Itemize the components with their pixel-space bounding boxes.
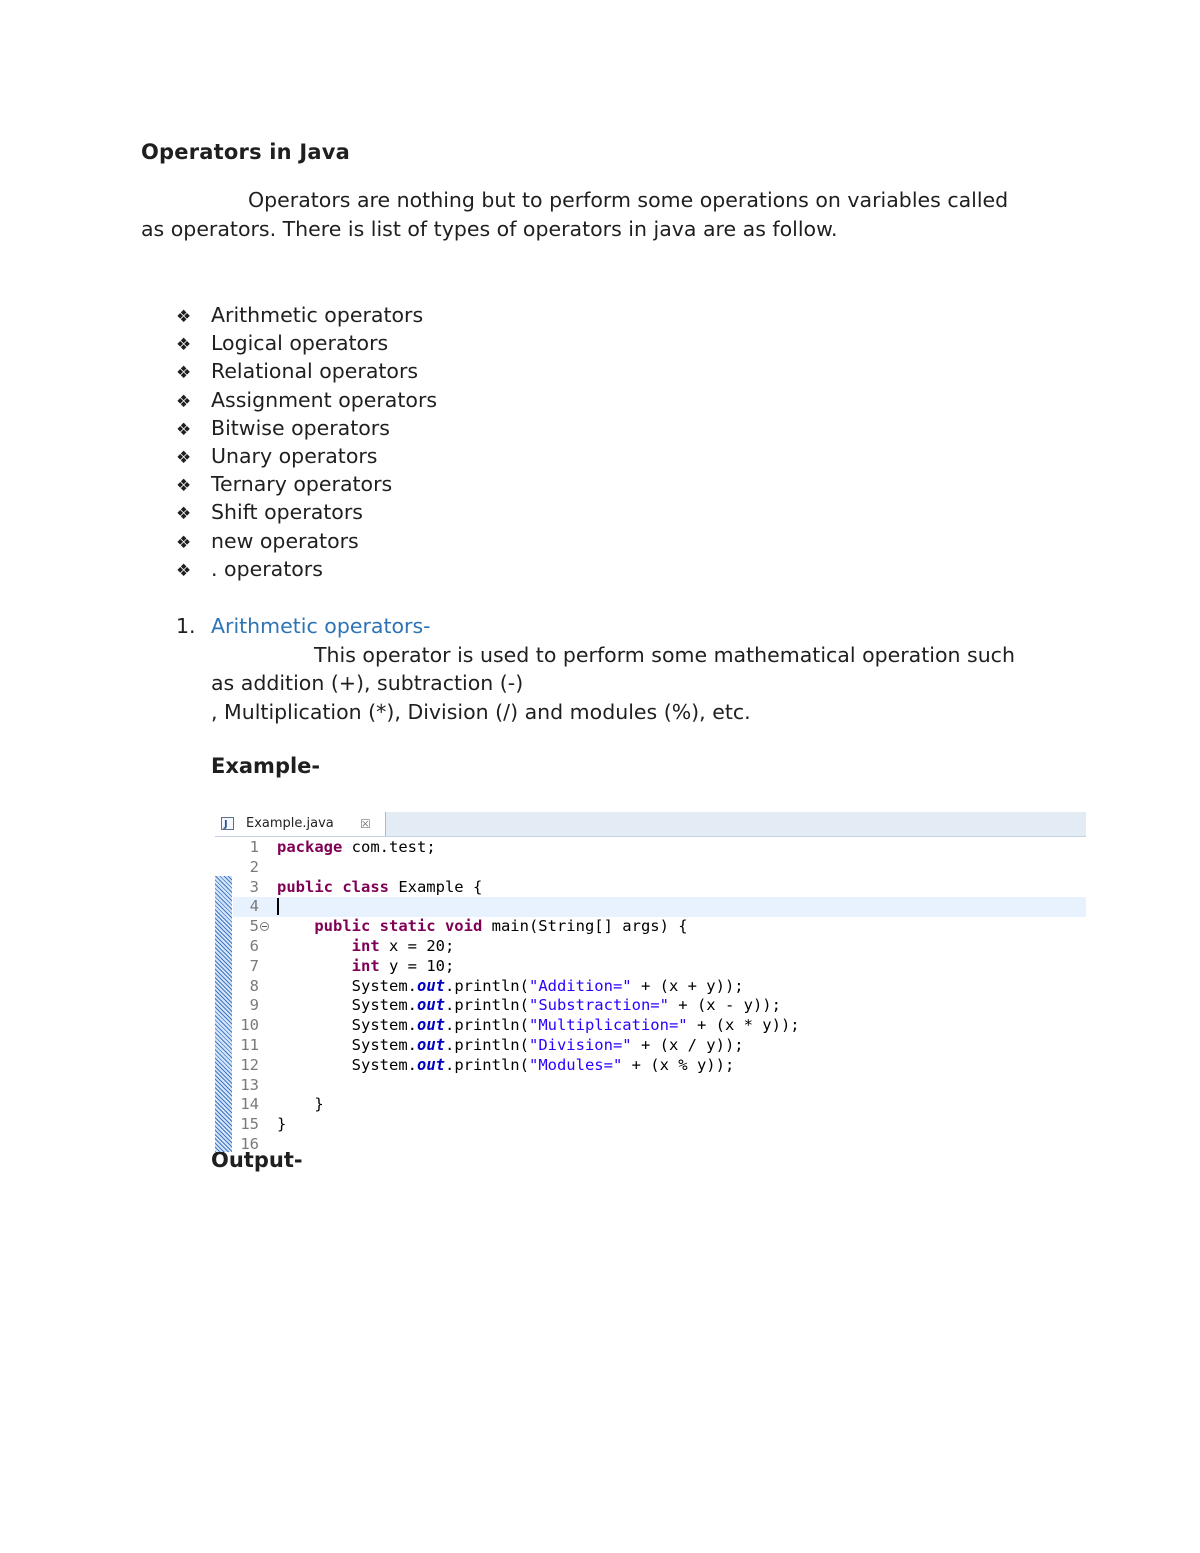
- code-line: 6 int x = 20;: [249, 936, 455, 955]
- bullet-diamond-icon: ❖: [176, 307, 192, 327]
- bullet-diamond-icon: ❖: [176, 419, 192, 440]
- list-item: ❖ Relational operators: [176, 357, 437, 385]
- bullet-diamond-icon: ❖: [176, 335, 192, 356]
- code-line: 1 package com.test;: [249, 838, 436, 856]
- page-title: Operators in Java: [141, 140, 350, 164]
- code-line: 14 }: [240, 1095, 324, 1114]
- section-number: 1.: [176, 614, 196, 638]
- fold-toggle-icon[interactable]: [260, 922, 269, 931]
- change-marker: [215, 876, 232, 1152]
- code-area[interactable]: [233, 838, 1086, 1152]
- list-item: ❖ Arithmetic operators: [176, 301, 437, 329]
- output-label: Output-: [211, 1152, 303, 1172]
- section-line-1: This operator is used to perform some mathematical operation such: [314, 642, 1015, 667]
- code-editor-screenshot: [215, 812, 1086, 1152]
- code-line: 7 int y = 10;: [249, 956, 455, 975]
- bullet-diamond-icon: ❖: [176, 504, 192, 525]
- java-file-icon: [221, 817, 234, 830]
- list-item: ❖ Shift operators: [176, 498, 437, 526]
- editor-tab-example-java[interactable]: [215, 812, 386, 836]
- code-line: 8 System.out.println("Addition=" + (x + y));: [249, 976, 744, 995]
- text-caret: [277, 898, 279, 915]
- list-item: ❖ Ternary operators: [176, 470, 437, 498]
- arithmetic-section: [176, 612, 1066, 726]
- bullet-diamond-icon: ❖: [176, 447, 192, 468]
- list-item: ❖ Unary operators: [176, 442, 437, 470]
- bullet-diamond-icon: ❖: [176, 476, 192, 497]
- code-line: 10 System.out.println("Multiplication=" + (x * y));: [240, 1016, 800, 1035]
- example-label: Example-: [211, 754, 321, 778]
- section-body: [211, 641, 1066, 727]
- code-line: 15 }: [240, 1115, 287, 1134]
- list-item: ❖ new operators: [176, 527, 437, 555]
- section-line-3: , Multiplication (*), Division (/) and modules (%), etc.: [211, 699, 751, 724]
- editor-tab-bar: [215, 812, 1086, 837]
- bullet-diamond-icon: ❖: [176, 532, 192, 553]
- code-line: 2: [249, 857, 259, 876]
- intro-line-2: as operators. There is list of types of operators in java are as follow.: [141, 216, 838, 241]
- list-item: ❖ . operators: [176, 555, 437, 583]
- code-line: 13: [240, 1075, 259, 1094]
- code-line: 12 System.out.println("Modules=" + (x % y));: [240, 1055, 735, 1074]
- code-line-current: 4: [233, 897, 1086, 917]
- bullet-diamond-icon: ❖: [176, 363, 192, 384]
- operator-types-list: [176, 301, 437, 583]
- tab-label: Example.java: [246, 816, 334, 831]
- intro-line-1: Operators are nothing but to perform some operations on variables called: [248, 188, 1009, 212]
- list-item: ❖ Assignment operators: [176, 386, 437, 414]
- close-icon[interactable]: ☒: [360, 817, 371, 831]
- code-line: 11 System.out.println("Division=" + (x / y));: [240, 1035, 744, 1054]
- code-line: 16: [233, 1135, 1086, 1152]
- bullet-diamond-icon: ❖: [176, 391, 192, 412]
- section-heading: Arithmetic operators-: [211, 614, 431, 638]
- bullet-diamond-icon: ❖: [176, 560, 192, 581]
- intro-paragraph: [141, 186, 1071, 243]
- editor-gutter: [215, 836, 233, 1152]
- code-line: 9 System.out.println("Substraction=" + (x - y));: [249, 996, 781, 1015]
- code-line: 5 public static void main(String[] args) {: [249, 917, 688, 936]
- code-line: 3 public class Example {: [249, 877, 483, 896]
- list-item: ❖ Bitwise operators: [176, 414, 437, 442]
- section-line-2: as addition (+), subtraction (-): [211, 671, 524, 695]
- list-item: ❖ Logical operators: [176, 329, 437, 357]
